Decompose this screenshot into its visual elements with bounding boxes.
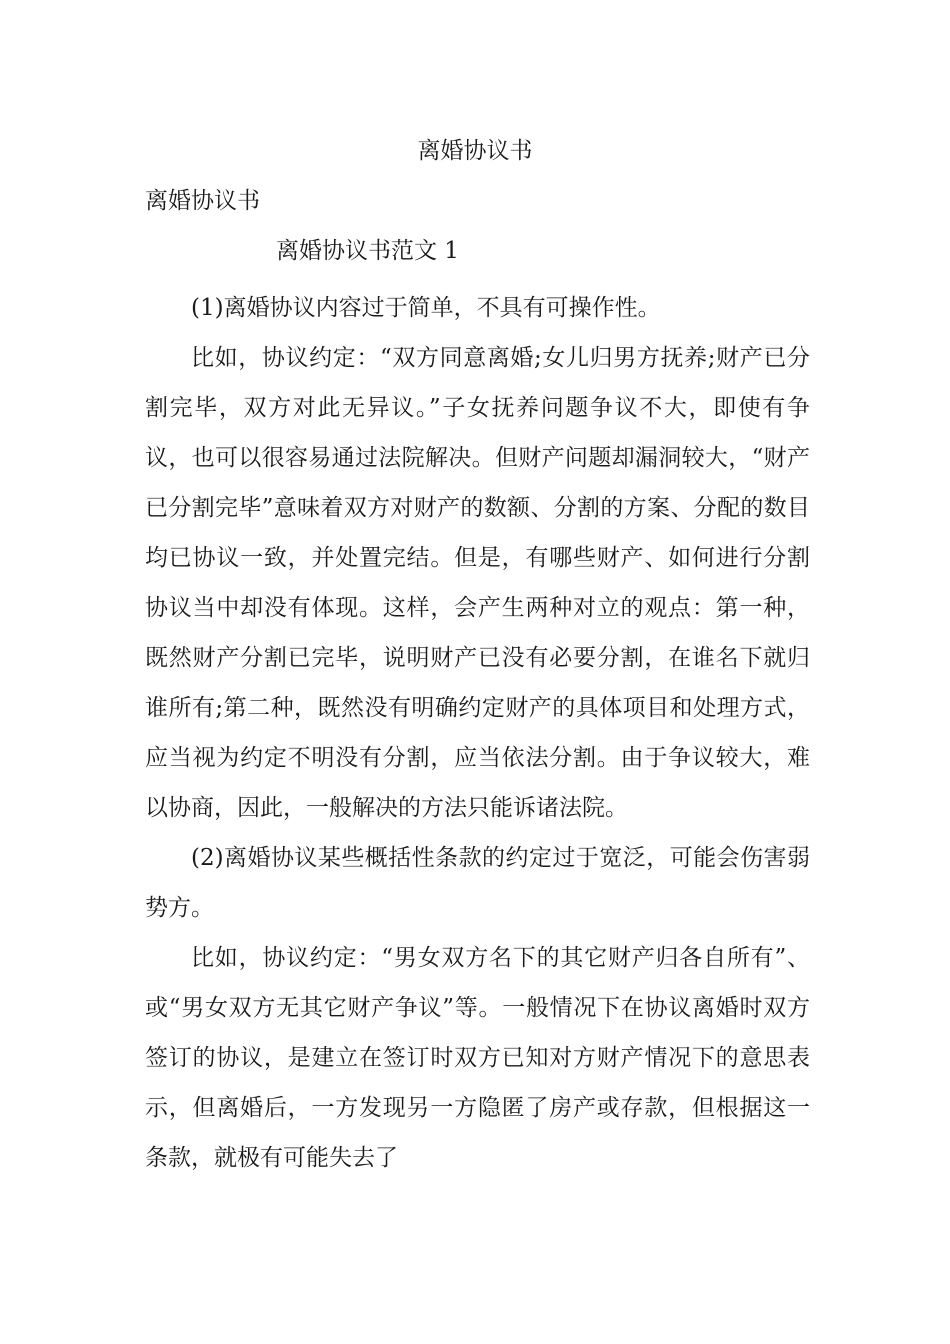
- paragraph-2: 比如，协议约定：“双方同意离婚;女儿归男方抚养;财产已分割完毕，双方对此无异议。”子女抚养问题争议不大，即使有争议，也可以很容易通过法院解决。但财产问题却漏洞较大，“财产已分割完毕”意味着双方对财产的数额、分割的方案、分配的数目均已协议一致，并处置完结。但是，有哪些财产、如何进行分割协议当中却没有体现。这样，会产生两种对立的观点：第一种，既然财产分割已完毕，说明财产已没有必要分割，在谁名下就归谁所有;第二种，既然没有明确约定财产的具体项目和处理方式，应当视为约定不明没有分割，应当依法分割。由于争议较大，难以协商，因此，一般解决的方法只能诉诸法院。: [145, 345, 810, 821]
- paragraph-3: (2)离婚协议某些概括性条款的约定过于宽泛，可能会伤害弱势方。: [145, 845, 810, 921]
- section-heading: 离婚协议书范文 1: [276, 238, 459, 264]
- document-body: [145, 283, 810, 1183]
- paragraph-4: 比如，协议约定：“男女双方名下的其它财产归各自所有”、或“男女双方无其它财产争议”等。一般情况下在协议离婚时双方签订的协议，是建立在签订时双方已知对方财产情况下的意思表示，但离婚后，一方发现另一方隐匿了房产或存款，但根据这一条款，就极有可能失去了: [145, 945, 810, 1171]
- document-subtitle: 离婚协议书: [145, 188, 260, 214]
- paragraph-1: (1)离婚协议内容过于简单，不具有可操作性。: [191, 295, 661, 321]
- document-title: 离婚协议书: [417, 138, 533, 164]
